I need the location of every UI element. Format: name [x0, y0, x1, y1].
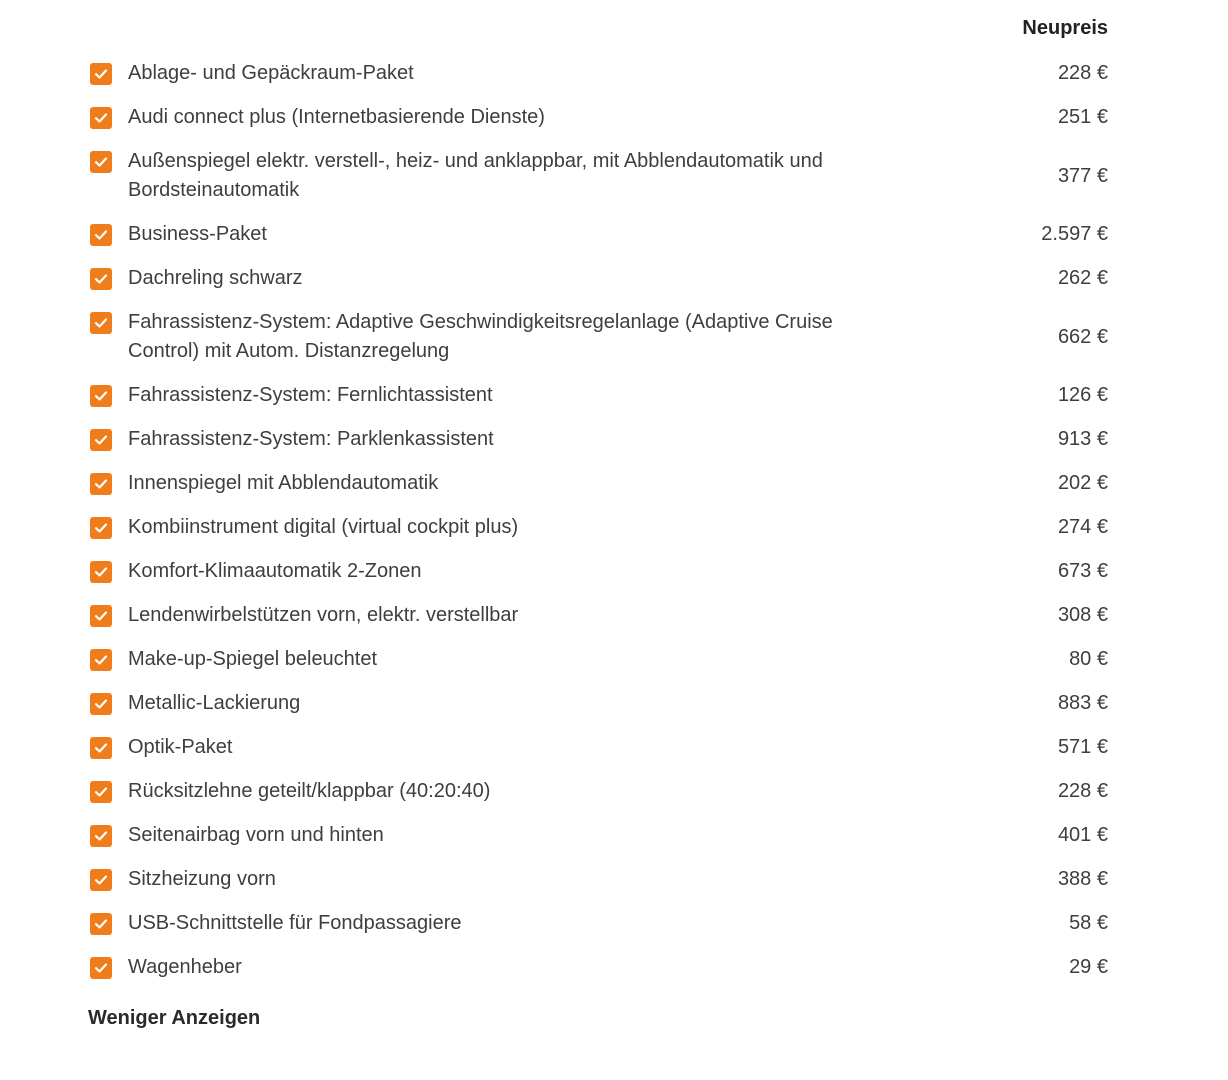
list-item	[88, 601, 1108, 630]
item-label: Fahrassistenz-System: Parklenkassistent	[128, 428, 494, 450]
item-price: 662 €	[1057, 325, 1108, 348]
item-label: Business-Paket	[128, 223, 267, 245]
item-label: Fahrassistenz-System: Fernlichtassistent	[128, 384, 493, 406]
list-item	[88, 777, 1108, 806]
item-label: Lendenwirbelstützen vorn, elektr. verstellbar	[128, 604, 519, 626]
checkbox-checked-icon[interactable]	[90, 825, 112, 847]
item-price: 80 €	[1069, 648, 1108, 670]
checkbox-checked-icon[interactable]	[90, 385, 112, 407]
item-label: Audi connect plus (Internetbasierende Dienste)	[128, 106, 545, 128]
item-label: Innenspiegel mit Abblendautomatik	[128, 472, 439, 494]
list-item	[88, 220, 1108, 249]
list-item	[88, 953, 1108, 982]
item-label: Seitenairbag vorn und hinten	[128, 824, 384, 846]
item-price: 308 €	[1057, 604, 1108, 626]
checkbox-checked-icon[interactable]	[90, 473, 112, 495]
item-label: Wagenheber	[128, 956, 242, 978]
item-label: Rücksitzlehne geteilt/klappbar (40:20:40)	[128, 780, 491, 802]
item-price: 913 €	[1057, 428, 1108, 450]
price-column-heading: Neupreis	[1022, 16, 1108, 39]
item-price: 29 €	[1069, 956, 1108, 978]
item-label: Komfort-Klimaautomatik 2-Zonen	[128, 560, 422, 582]
item-label: Ablage- und Gepäckraum-Paket	[128, 62, 414, 84]
list-item	[88, 308, 1108, 366]
list-item	[88, 865, 1108, 894]
list-header	[88, 14, 1108, 42]
item-price: 274 €	[1057, 516, 1108, 538]
checkbox-checked-icon[interactable]	[90, 913, 112, 935]
item-price: 126 €	[1057, 384, 1108, 406]
list-item	[88, 513, 1108, 542]
list-item	[88, 909, 1108, 938]
list-item	[88, 689, 1108, 718]
item-label: Außenspiegel elektr. verstell-, heiz- und anklappbar, mit Abblendautomatik und Bordsteinautomatik	[128, 150, 823, 201]
item-price: 228 €	[1057, 62, 1108, 84]
list-item	[88, 381, 1108, 410]
item-price: 2.597 €	[1041, 223, 1108, 245]
checkbox-checked-icon[interactable]	[90, 63, 112, 85]
item-label: Dachreling schwarz	[128, 267, 303, 289]
item-price: 571 €	[1057, 736, 1108, 758]
checkbox-checked-icon[interactable]	[90, 869, 112, 891]
item-price: 388 €	[1057, 868, 1108, 890]
item-label: Make-up-Spiegel beleuchtet	[128, 648, 378, 670]
checkbox-checked-icon[interactable]	[90, 268, 112, 290]
checkbox-checked-icon[interactable]	[90, 429, 112, 451]
item-price: 377 €	[1057, 164, 1108, 187]
checkbox-checked-icon[interactable]	[90, 693, 112, 715]
list-item	[88, 147, 1108, 205]
item-price: 58 €	[1069, 912, 1108, 934]
checkbox-checked-icon[interactable]	[90, 517, 112, 539]
equipment-list	[88, 59, 1108, 997]
list-item	[88, 733, 1108, 762]
list-item	[88, 425, 1108, 454]
checkbox-checked-icon[interactable]	[90, 605, 112, 627]
equipment-list-panel	[88, 14, 1108, 997]
item-label: USB-Schnittstelle für Fondpassagiere	[128, 912, 462, 934]
item-price: 228 €	[1057, 780, 1108, 802]
item-label: Metallic-Lackierung	[128, 692, 301, 714]
item-price: 251 €	[1057, 106, 1108, 128]
checkbox-checked-icon[interactable]	[90, 737, 112, 759]
checkbox-checked-icon[interactable]	[90, 224, 112, 246]
checkbox-checked-icon[interactable]	[90, 151, 112, 173]
checkbox-checked-icon[interactable]	[90, 781, 112, 803]
checkbox-checked-icon[interactable]	[90, 107, 112, 129]
list-item	[88, 469, 1108, 498]
item-price: 673 €	[1057, 560, 1108, 582]
checkbox-checked-icon[interactable]	[90, 312, 112, 334]
list-item	[88, 645, 1108, 674]
item-price: 262 €	[1057, 267, 1108, 289]
item-label: Fahrassistenz-System: Adaptive Geschwindigkeitsregelanlage (Adaptive Cruise Control) mit Autom. Distanzregelung	[128, 311, 833, 362]
list-item	[88, 821, 1108, 850]
list-item	[88, 59, 1108, 88]
checkbox-checked-icon[interactable]	[90, 649, 112, 671]
list-item	[88, 557, 1108, 586]
item-label: Kombiinstrument digital (virtual cockpit plus)	[128, 516, 519, 538]
show-less-link[interactable]: Weniger Anzeigen	[88, 1007, 261, 1029]
item-price: 883 €	[1057, 692, 1108, 714]
checkbox-checked-icon[interactable]	[90, 957, 112, 979]
item-price: 401 €	[1057, 824, 1108, 846]
item-price: 202 €	[1057, 472, 1108, 494]
item-label: Sitzheizung vorn	[128, 868, 276, 890]
list-item	[88, 103, 1108, 132]
item-label: Optik-Paket	[128, 736, 233, 758]
list-item	[88, 264, 1108, 293]
checkbox-checked-icon[interactable]	[90, 561, 112, 583]
